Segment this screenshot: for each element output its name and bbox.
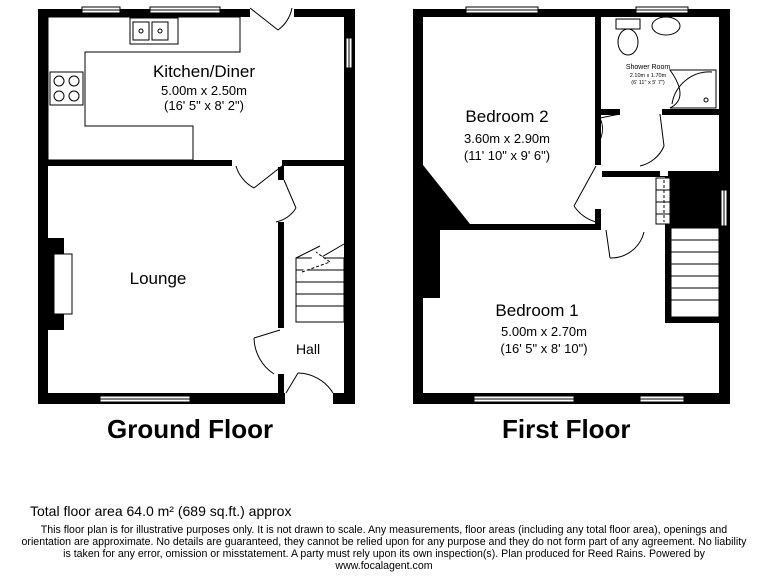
kitchen-diner-dimensions-imperial: (16' 5" x 8' 2") [164,98,244,113]
kitchen-lounge-partition [48,160,344,166]
shower-room-dimensions-imperial: (6' 11" x 5' 7") [631,80,665,86]
lounge-hall-door-gap [277,328,285,374]
disclaimer-text: This floor plan is for illustrative purposes only. It is not drawn to scale. Any measurements, floor areas (including any total floor area), openings and orientation are approximate. No details are guaranteed, they cannot be relied upon for any purpose and they do not form part of any agreement. No liability is taken for any error, omission or misstatement. A party must rely upon its own inspection(s). Plan produced for Reed Rains. Powered by www.focalagent.com [21,524,747,572]
hall-door-gap [277,180,285,222]
bedroom-2-label: Bedroom 2 [465,107,549,126]
landing-door-gap [660,170,668,176]
bedroom-1-dimensions-imperial: (16' 5" x 8' 10") [500,341,588,356]
kitchen-sink [130,18,178,44]
bedroom-1-dimensions-metric: 5.00m x 2.70m [501,324,587,339]
stair-bottom-wall [665,317,719,323]
kitchen-diner-label: Kitchen/Diner [152,62,256,81]
lounge-label: Lounge [129,269,187,288]
first-floor-title: First Floor [502,414,631,444]
basin [652,17,680,35]
bedroom-2-dimensions-metric: 3.60m x 2.90m [464,131,550,146]
shower-room-dimensions-metric: 2.10m x 1.70m [629,73,667,79]
kitchen-hob [50,72,83,105]
bedroom-1-door-gap [604,223,644,231]
front-door-gap [285,392,333,404]
bedroom-2-dimensions-imperial: (11' 10" x 9' 6") [463,148,551,163]
kitchen-diner-dimensions-metric: 5.00m x 2.50m [161,83,247,98]
kitchen-door-gap [232,159,282,167]
wc-bowl [618,29,638,55]
ground-floor-title: Ground Floor [107,414,274,444]
shower-room-label: Shower Room [625,64,671,71]
landing-area [601,115,719,177]
hall-label: Hall [295,341,321,357]
bedroom-1-label: Bedroom 1 [495,301,579,320]
bedroom-2-door-gap [594,165,602,209]
total-floor-area: Total floor area 64.0 m² (689 sq.ft.) approx [30,503,292,519]
shower-room-door-gap [620,108,662,116]
wc-cistern [616,19,640,29]
